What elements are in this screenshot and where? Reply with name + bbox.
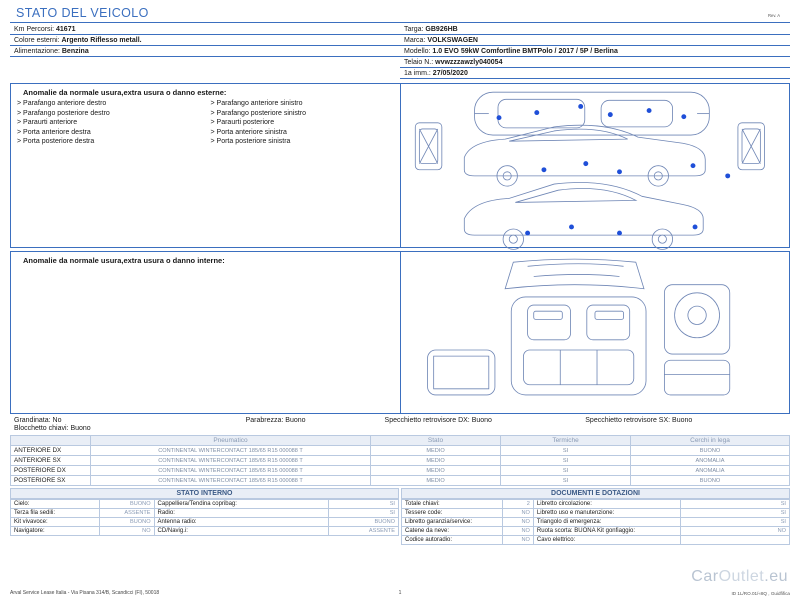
- identity-left-column: [10, 24, 400, 79]
- field-marca: [400, 35, 790, 46]
- list-item: > Parafango anteriore destro: [17, 100, 107, 107]
- interior-status-title: STATO INTERNO: [10, 488, 399, 499]
- table-row: [402, 500, 790, 509]
- list-item: > Parafango posteriore destro: [17, 109, 110, 117]
- tyres-table: [10, 435, 790, 486]
- field-telaio: [400, 57, 790, 68]
- footer-code: ID 1L/RO.01/«8Q , Guidfifica: [731, 591, 790, 596]
- document-key: Libretto circolazione:: [533, 500, 680, 509]
- field-modello: [400, 46, 790, 57]
- field-modello-label: Modello:: [404, 47, 431, 55]
- document-subvalue: BUONA: [574, 528, 596, 534]
- interior-key: Kit vivavoce:: [11, 518, 100, 527]
- table-row: [11, 500, 399, 509]
- internal-damage-title: Anomalie da normale usura,extra usura o danno interne:: [23, 256, 225, 265]
- list-item: > Porta posteriore destra: [17, 138, 95, 145]
- table-row: [11, 446, 790, 456]
- field-prima-immatricolazione-value: 27/05/2020: [432, 69, 468, 77]
- document-key: [533, 527, 680, 536]
- tyre-termiche: SI: [501, 456, 631, 466]
- field-targa-value: GB926HB: [425, 25, 458, 33]
- summary-specchietto-sx-label: Specchietto retrovisore SX:: [585, 417, 671, 424]
- interior-diagram-area: [400, 252, 789, 413]
- list-item: > Paraurti anteriore: [17, 119, 78, 126]
- list-item: > Parafango anteriore sinistro: [210, 100, 303, 107]
- tyre-stato: MEDIO: [371, 456, 501, 466]
- table-row: [11, 466, 790, 476]
- tyre-stato: MEDIO: [371, 476, 501, 486]
- interior-value: ASSENTE: [100, 509, 154, 518]
- interior-key: Navigatore:: [11, 527, 100, 536]
- summary-parabrezza-value: Buono: [285, 417, 306, 424]
- document-key: Catene da neve:: [402, 527, 503, 536]
- tyre-description: CONTINENTAL WINTERCONTACT 185/65 R15 000088 T: [91, 456, 371, 466]
- interior-key: Cielo:: [11, 500, 100, 509]
- watermark-part1: Car: [691, 568, 719, 585]
- tyres-col-termiche: Termiche: [501, 436, 631, 446]
- field-km-label: Km Percorsi:: [14, 25, 55, 33]
- field-alimentazione-value: Benzina: [61, 47, 89, 55]
- vehicle-interior-diagram: [401, 252, 789, 416]
- field-km: [10, 24, 400, 35]
- field-modello-value: 1.0 EVO 59kW Comfortline BMTPolo / 2017 / 5P / Berlina: [432, 47, 618, 55]
- tyre-cerchi: BUONO: [631, 476, 790, 486]
- page-title: STATO DEL VEICOLO: [16, 6, 149, 20]
- watermark-part2: Outlet: [718, 568, 765, 585]
- field-targa-label: Targa:: [404, 25, 424, 33]
- footer-company: Arval Service Lease Italia - Via Pisana 314/B, Scandicci (FI), 50018: [10, 590, 160, 596]
- external-damage-left-col: [17, 99, 201, 147]
- interior-value: SI: [329, 500, 399, 509]
- summary-parabrezza: [246, 417, 385, 424]
- vehicle-identity-block: [10, 24, 790, 79]
- document-key: Libretto uso e manutenzione:: [533, 509, 680, 518]
- document-subkey-2: Kit gonfiaggio:: [596, 528, 635, 534]
- title-divider: [10, 22, 790, 23]
- field-colore: [10, 35, 400, 46]
- interior-status-block: [10, 488, 399, 545]
- interior-value: SI: [329, 509, 399, 518]
- summary-grandinata-label: Grandinata:: [14, 417, 51, 424]
- document-header: [10, 6, 790, 23]
- tyre-cerchi: ANOMALIA: [631, 456, 790, 466]
- document-value: [681, 536, 790, 545]
- document-value: NO: [502, 509, 533, 518]
- interior-value: BUONO: [329, 518, 399, 527]
- tyre-description: CONTINENTAL WINTERCONTACT 185/65 R15 000088 T: [91, 476, 371, 486]
- external-damage-list: [11, 84, 400, 247]
- field-alimentazione: [10, 46, 400, 57]
- table-row: [11, 509, 399, 518]
- document-key: Libretto garanzia/service:: [402, 518, 503, 527]
- list-item: > Porta anteriore sinistra: [210, 128, 287, 136]
- tyres-col-pneumatico: Pneumatico: [91, 436, 371, 446]
- identity-right-column: [400, 24, 790, 79]
- summary-specchietto-dx-value: Buono: [471, 417, 492, 424]
- summary-parabrezza-label: Parabrezza:: [245, 417, 284, 424]
- document-value: 2: [502, 500, 533, 509]
- field-colore-label: Colore esterni:: [14, 36, 60, 44]
- list-item: > Parafango posteriore sinistro: [210, 109, 307, 117]
- document-value: NO: [502, 518, 533, 527]
- tyre-position: ANTERIORE SX: [11, 456, 91, 466]
- bottom-tables: [10, 488, 790, 545]
- document-key: Tessere code:: [402, 509, 503, 518]
- document-key: Codice autoradio:: [402, 536, 503, 545]
- document-key: Triangolo di emergenza:: [533, 518, 680, 527]
- internal-damage-list: [11, 252, 400, 413]
- table-row: [11, 518, 399, 527]
- external-damage-panel: [10, 83, 790, 248]
- table-row: [402, 527, 790, 536]
- exterior-diagram-area: [400, 84, 789, 247]
- field-km-value: 41671: [56, 25, 76, 33]
- table-header-row: [11, 436, 790, 446]
- interior-value: ASSENTE: [329, 527, 399, 536]
- watermark-part3: .eu: [764, 568, 788, 585]
- table-row: [402, 536, 790, 545]
- revision-label: Rev. A: [767, 13, 780, 18]
- footer-page-number: 1: [398, 590, 402, 596]
- interior-key: Cappelliera/Tendina copribag:: [154, 500, 329, 509]
- summary-grandinata-value: No: [52, 417, 62, 424]
- field-prima-immatricolazione-label: 1a imm.:: [404, 69, 431, 77]
- interior-key: Antenna radio:: [154, 518, 329, 527]
- field-targa: [400, 24, 790, 35]
- interior-status-table: [10, 499, 399, 536]
- tyres-col-position: [11, 436, 91, 446]
- document-value: NO: [502, 527, 533, 536]
- tyre-position: POSTERIORE DX: [11, 466, 91, 476]
- field-marca-value: VOLKSWAGEN: [427, 36, 478, 44]
- list-item: > Paraurti posteriore: [210, 119, 275, 126]
- document-value: SI: [681, 518, 790, 527]
- summary-specchietto-sx: [585, 417, 786, 424]
- field-marca-label: Marca:: [404, 36, 426, 44]
- tyre-stato: MEDIO: [371, 446, 501, 456]
- list-item: > Porta anteriore destra: [17, 128, 91, 136]
- summary-grandinata: [14, 417, 246, 424]
- tyre-description: CONTINENTAL WINTERCONTACT 185/65 R15 000088 T: [91, 466, 371, 476]
- summary-specchietto-dx-label: Specchietto retrovisore DX:: [384, 417, 470, 424]
- interior-value: BUONO: [100, 500, 154, 509]
- interior-key: Radio:: [154, 509, 329, 518]
- internal-damage-panel: [10, 251, 790, 414]
- document-value: SI: [681, 509, 790, 518]
- interior-value: BUONO: [100, 518, 154, 527]
- field-telaio-label: Telaio N.:: [404, 58, 434, 66]
- table-row: [11, 476, 790, 486]
- tyres-col-stato: Stato: [371, 436, 501, 446]
- summary-specchietto-sx-value: Buono: [672, 417, 693, 424]
- document-value: NO: [502, 536, 533, 545]
- interior-key: Terza fila sedili:: [11, 509, 100, 518]
- documents-table: [401, 499, 790, 545]
- document-key: Cavo elettrico:: [533, 536, 680, 545]
- tyre-description: CONTINENTAL WINTERCONTACT 185/65 R15 000088 T: [91, 446, 371, 456]
- page-footer: [10, 590, 790, 596]
- tyre-stato: MEDIO: [371, 466, 501, 476]
- document-value: SI: [681, 500, 790, 509]
- document-key: Totale chiavi:: [402, 500, 503, 509]
- tyre-termiche: SI: [501, 446, 631, 456]
- summary-specchietto-dx: [385, 417, 586, 424]
- field-alimentazione-label: Alimentazione:: [14, 47, 60, 55]
- interior-value: NO: [100, 527, 154, 536]
- list-item: > Porta posteriore sinistra: [210, 138, 291, 145]
- document-value: NO: [681, 527, 790, 536]
- tyre-termiche: SI: [501, 466, 631, 476]
- field-colore-value: Argento Riflesso metall.: [61, 36, 142, 44]
- external-damage-title: Anomalie da normale usura,extra usura o danno esterne:: [23, 88, 227, 97]
- field-prima-immatricolazione: [400, 68, 790, 79]
- document-subkey: Ruota scorta:: [536, 528, 573, 534]
- vehicle-exterior-diagram: [401, 84, 789, 250]
- documents-title: DOCUMENTI E DOTAZIONI: [401, 488, 790, 499]
- documents-block: [401, 488, 790, 545]
- interior-key: CD/Navig.i:: [154, 527, 329, 536]
- watermark: [691, 568, 788, 586]
- external-damage-right-col: [211, 99, 395, 147]
- tyre-position: ANTERIORE DX: [11, 446, 91, 456]
- tyre-position: POSTERIORE SX: [11, 476, 91, 486]
- damage-markers: [497, 104, 731, 236]
- summary-blocchetto-value: Buono: [70, 425, 91, 432]
- tyre-termiche: SI: [501, 476, 631, 486]
- table-row: [402, 509, 790, 518]
- table-row: [11, 527, 399, 536]
- table-row: [402, 518, 790, 527]
- summary-blocchetto-label: Blocchetto chiavi:: [14, 425, 69, 432]
- table-row: [11, 456, 790, 466]
- tyres-col-cerchi: Cerchi in lega: [631, 436, 790, 446]
- field-telaio-value: wvwzzzawzly040054: [435, 58, 503, 66]
- tyre-cerchi: ANOMALIA: [631, 466, 790, 476]
- summary-blocchetto: [10, 425, 790, 435]
- tyre-cerchi: BUONO: [631, 446, 790, 456]
